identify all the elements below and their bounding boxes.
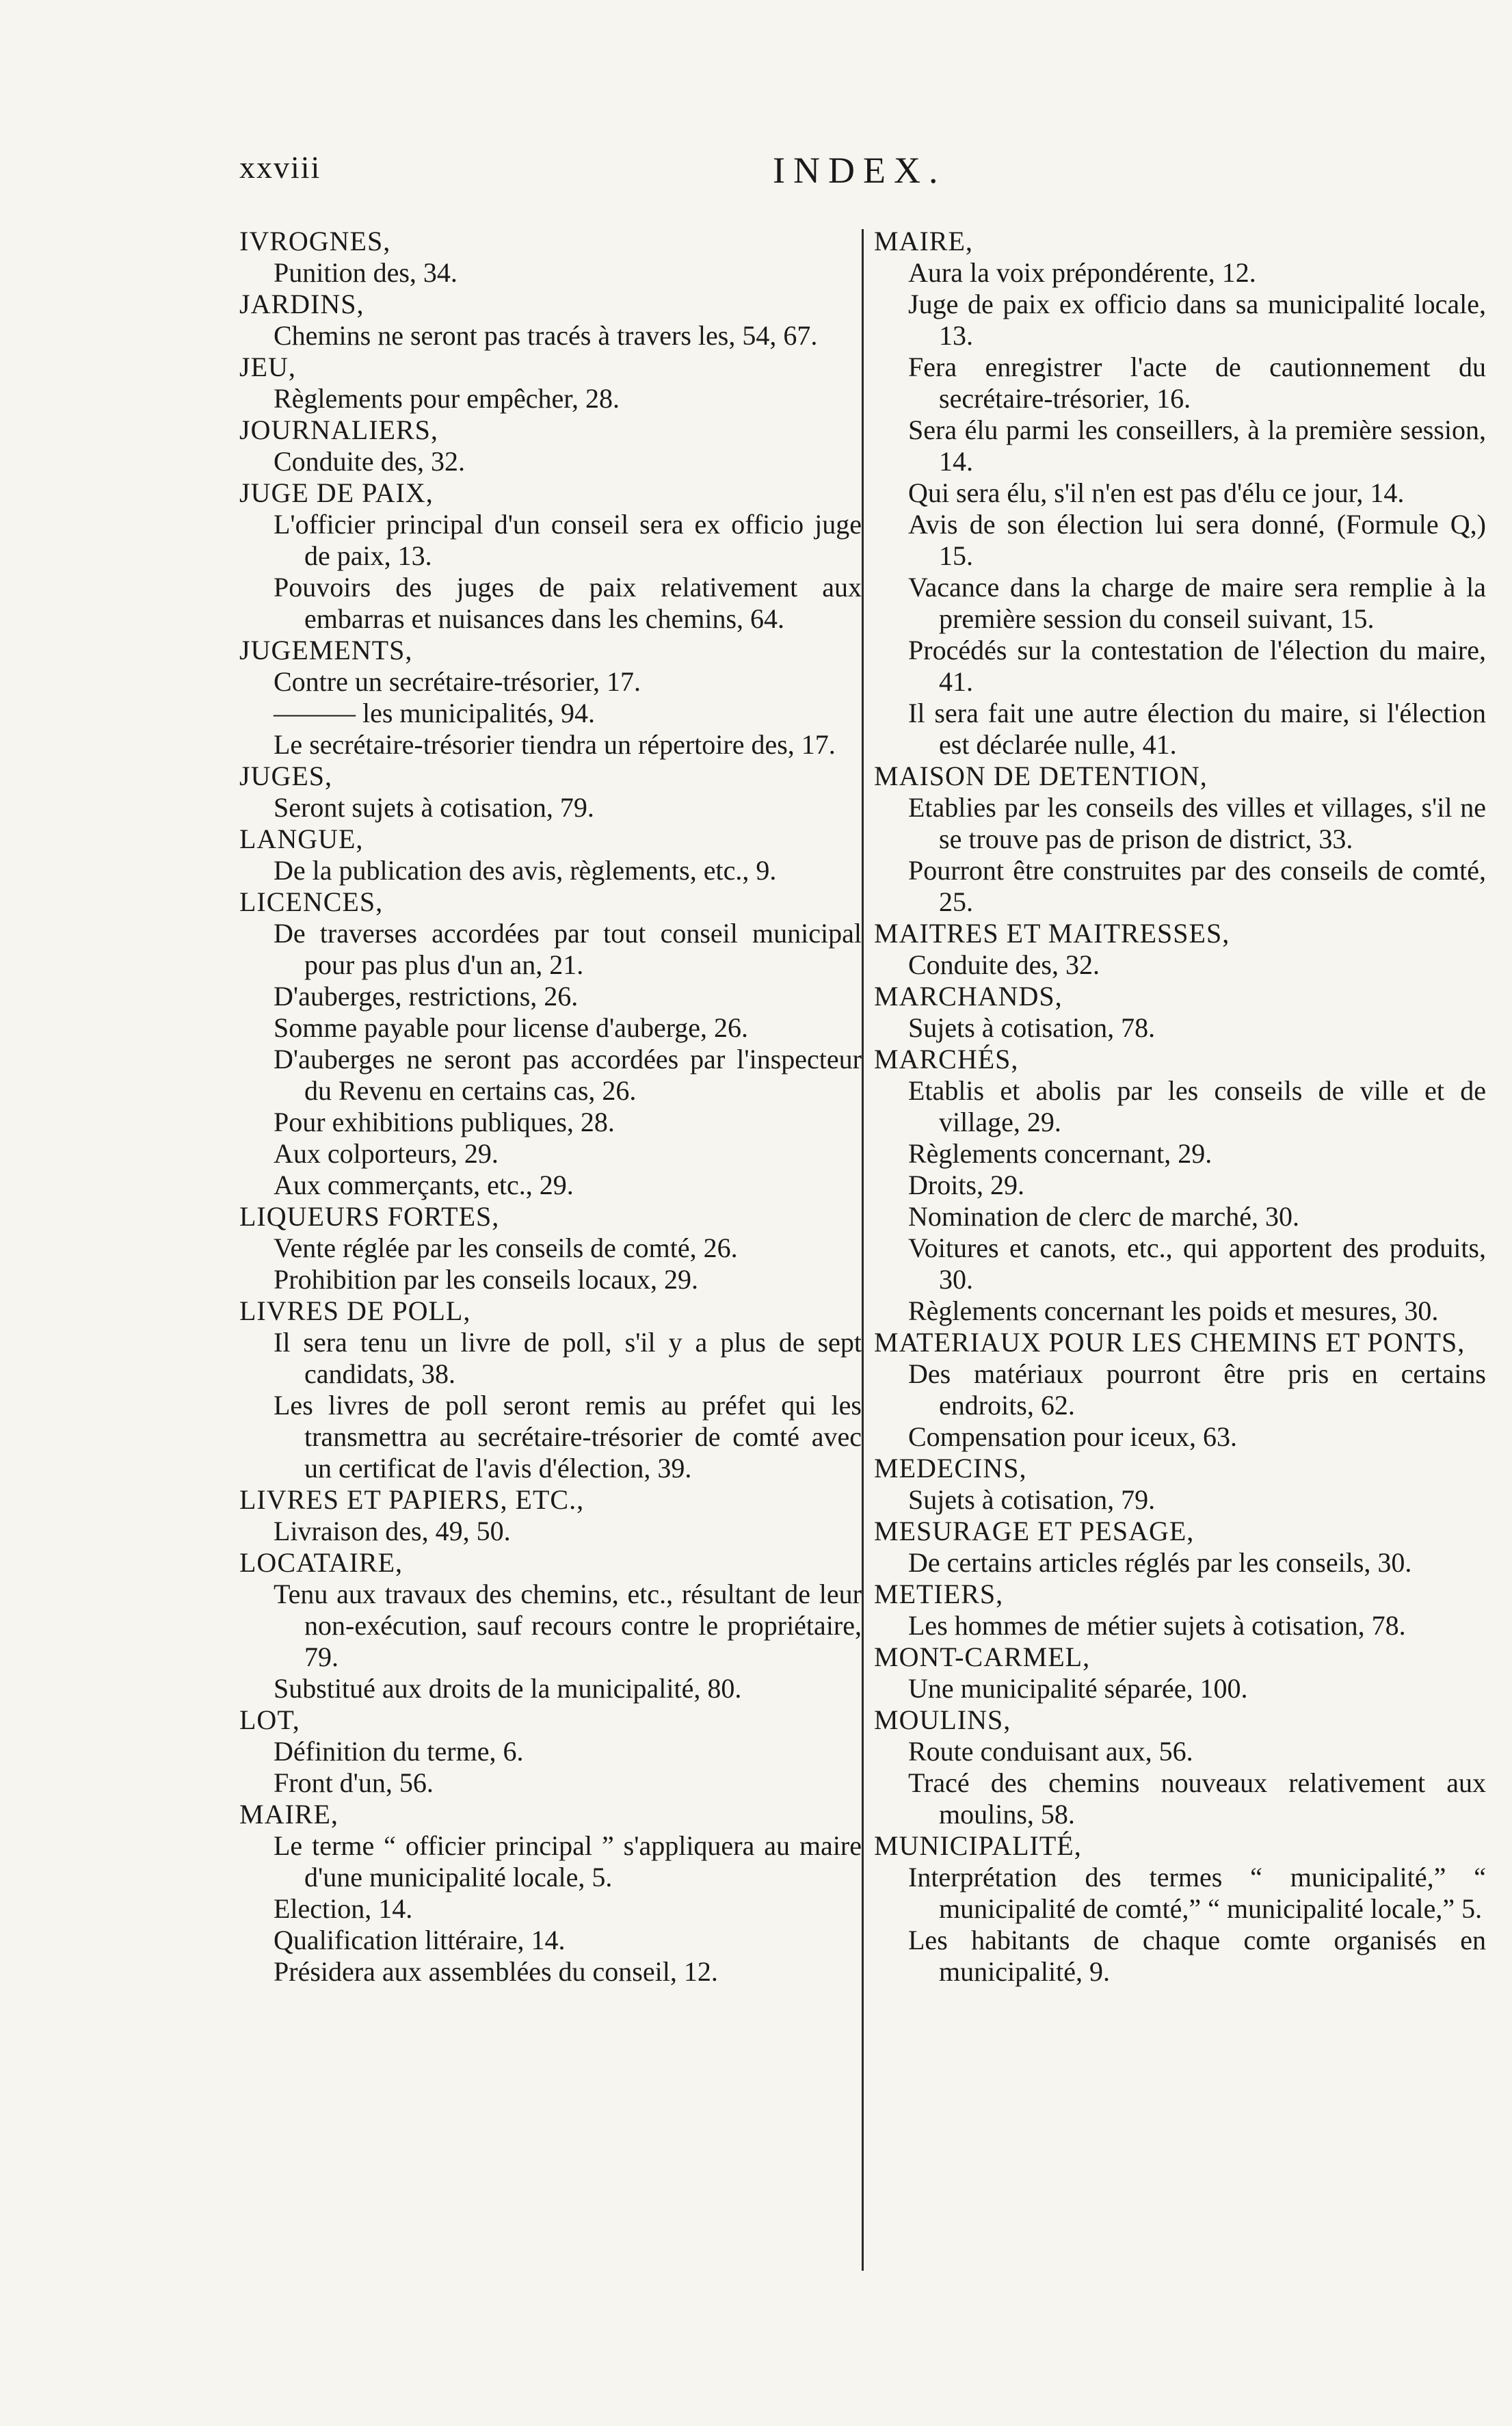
index-subentry: ——— les municipalités, 94. [274,698,595,728]
index-subentry: Punition des, 34. [274,257,457,288]
index-heading: MESURAGE ET PESAGE, [874,1516,1195,1546]
index-subentry: Route conduisant aux, 56. [908,1736,1193,1767]
index-heading: JARDINS, [239,289,364,319]
index-heading: MAIRE, [239,1799,339,1830]
index-subentry: Sera élu parmi les conseillers, à la première session, 14. [908,414,1486,477]
index-subentry: De certains articles réglés par les conseils, 30. [908,1547,1412,1578]
index-subentry: Les livres de poll seront remis au préfet qui les transmettra au secrétaire-trésorier de comté avec un certificat de l'avis d'élection, 39. [274,1390,862,1484]
index-subentry: De traverses accordées par tout conseil municipal pour pas plus d'un an, 21. [274,918,862,980]
page-number: xxviii [239,150,321,185]
index-subentry: Chemins ne seront pas tracés à travers les, 54, 67. [274,320,818,351]
column-divider [862,229,864,2271]
index-subentry: Fera enregistrer l'acte de cautionnement du secrétaire-trésorier, 16. [908,352,1486,414]
index-subentry: Conduite des, 32. [274,446,465,477]
index-subentry: Interprétation des termes “ municipalité,” “ municipalité de comté,” “ municipalité locale,” 5. [908,1862,1486,1924]
index-subentry: Front d'un, 56. [274,1767,434,1798]
index-subentry: D'auberges, restrictions, 26. [274,981,579,1012]
index-heading: LOCATAIRE, [239,1547,403,1578]
index-heading: IVROGNES, [239,226,391,256]
index-heading: MOULINS, [874,1704,1011,1735]
index-subentry: Règlements concernant, 29. [908,1138,1212,1169]
index-subentry: Compensation pour iceux, 63. [908,1421,1238,1452]
index-subentry: Pouvoirs des juges de paix relativement aux embarras et nuisances dans les chemins, 64. [274,572,862,634]
index-heading: LOT, [239,1704,300,1735]
index-subentry: Tenu aux travaux des chemins, etc., résultant de leur non-exécution, sauf recours contre le propriétaire, 79. [274,1579,862,1672]
index-subentry: Contre un secrétaire-trésorier, 17. [274,666,641,697]
index-heading: LIVRES DE POLL, [239,1295,471,1326]
index-subentry: Conduite des, 32. [908,949,1100,980]
index-subentry: Procédés sur la contestation de l'élection du maire, 41. [908,635,1486,697]
index-subentry: Le terme “ officier principal ” s'appliquera au maire d'une municipalité locale, 5. [274,1830,862,1893]
index-subentry: Sujets à cotisation, 79. [908,1484,1156,1515]
index-heading: JEU, [239,352,296,382]
index-subentry: Election, 14. [274,1893,413,1924]
index-subentry: Etablis et abolis par les conseils de ville et de village, 29. [908,1075,1486,1137]
index-heading: MATERIAUX POUR LES CHEMINS ET PONTS, [874,1327,1465,1358]
index-subentry: Qualification littéraire, 14. [274,1925,566,1955]
index-heading: MEDECINS, [874,1453,1027,1484]
index-heading: MONT-CARMEL, [874,1641,1091,1672]
index-subentry: Vacance dans la charge de maire sera remplie à la première session du conseil suivant, 15. [908,572,1486,634]
index-heading: MARCHÉS, [874,1044,1019,1074]
index-subentry: D'auberges ne seront pas accordées par l'inspecteur du Revenu en certains cas, 26. [274,1044,862,1106]
index-subentry: Seront sujets à cotisation, 79. [274,792,594,823]
index-heading: LICENCES, [239,886,384,917]
index-heading: JUGE DE PAIX, [239,477,434,508]
index-subentry: Tracé des chemins nouveaux relativement aux moulins, 58. [908,1767,1486,1830]
index-subentry: Une municipalité séparée, 100. [908,1673,1248,1704]
index-heading: METIERS, [874,1579,1004,1609]
index-subentry: Qui sera élu, s'il n'en est pas d'élu ce jour, 14. [908,477,1405,508]
index-subentry: Des matériaux pourront être pris en certains endroits, 62. [908,1358,1486,1421]
index-subentry: Aura la voix prépondérente, 12. [908,257,1256,288]
index-heading: MARCHANDS, [874,981,1063,1012]
index-heading: JOURNALIERS, [239,414,438,445]
index-subentry: De la publication des avis, règlements, etc., 9. [274,855,777,886]
index-subentry: Présidera aux assemblées du conseil, 12. [274,1956,718,1987]
index-subentry: Juge de paix ex officio dans sa municipalité locale, 13. [908,289,1486,351]
index-subentry: Avis de son élection lui sera donné, (Formule Q,) 15. [908,509,1486,571]
index-subentry: Règlements concernant les poids et mesures, 30. [908,1295,1439,1326]
page-header [239,149,1498,204]
page-title: INDEX. [773,150,946,191]
index-subentry: Le secrétaire-trésorier tiendra un répertoire des, 17. [274,729,836,760]
index-column-left [239,226,862,1988]
index-subentry: Sujets à cotisation, 78. [908,1012,1156,1043]
index-subentry: Règlements pour empêcher, 28. [274,383,620,414]
index-subentry: Livraison des, 49, 50. [274,1516,511,1546]
index-subentry: Les habitants de chaque comte organisés en municipalité, 9. [908,1925,1486,1987]
index-subentry: Nomination de clerc de marché, 30. [908,1201,1299,1232]
index-subentry: Il sera tenu un livre de poll, s'il y a plus de sept candidats, 38. [274,1327,862,1389]
index-heading: LANGUE, [239,823,364,854]
index-column-right [874,226,1486,1988]
index-subentry: Aux commerçants, etc., 29. [274,1170,574,1200]
index-subentry: Définition du terme, 6. [274,1736,524,1767]
index-subentry: Etablies par les conseils des villes et villages, s'il ne se trouve pas de prison de district, 33. [908,792,1486,854]
index-heading: MAITRES ET MAITRESSES, [874,918,1230,949]
index-heading: LIQUEURS FORTES, [239,1201,500,1232]
index-heading: MAIRE, [874,226,973,256]
index-heading: MAISON DE DETENTION, [874,761,1208,791]
index-subentry: Les hommes de métier sujets à cotisation, 78. [908,1610,1406,1641]
index-subentry: Substitué aux droits de la municipalité, 80. [274,1673,742,1704]
index-subentry: Pour exhibitions publiques, 28. [274,1107,615,1137]
index-heading: JUGES, [239,761,333,791]
index-heading: JUGEMENTS, [239,635,413,665]
index-subentry: Somme payable pour license d'auberge, 26. [274,1012,749,1043]
index-heading: MUNICIPALITÉ, [874,1830,1082,1861]
index-heading: LIVRES ET PAPIERS, ETC., [239,1484,585,1515]
index-subentry: Aux colporteurs, 29. [274,1138,499,1169]
index-subentry: L'officier principal d'un conseil sera ex officio juge de paix, 13. [274,509,862,571]
index-subentry: Voitures et canots, etc., qui apportent des produits, 30. [908,1232,1486,1295]
index-subentry: Il sera fait une autre élection du maire, si l'élection est déclarée nulle, 41. [908,698,1486,760]
index-subentry: Pourront être construites par des conseils de comté, 25. [908,855,1486,917]
index-subentry: Droits, 29. [908,1170,1024,1200]
index-subentry: Prohibition par les conseils locaux, 29. [274,1264,699,1295]
index-subentry: Vente réglée par les conseils de comté, 26. [274,1232,738,1263]
